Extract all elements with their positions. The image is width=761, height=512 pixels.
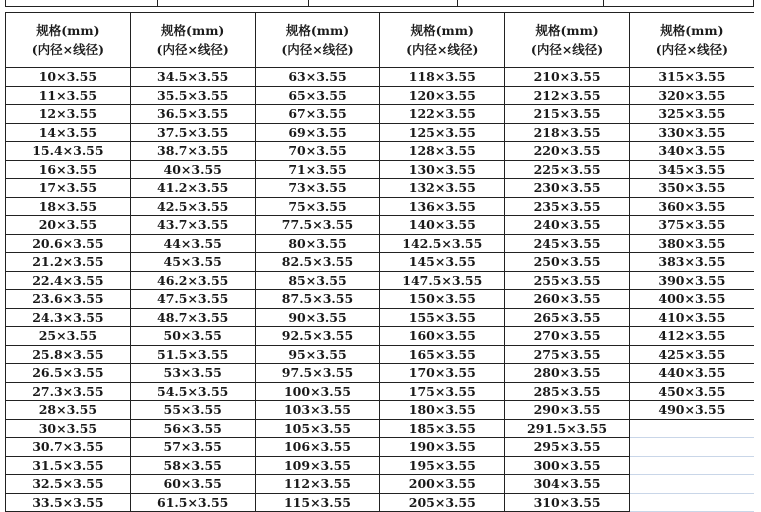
table-cell[interactable]: 360×3.55: [629, 197, 754, 216]
table-cell[interactable]: [629, 438, 754, 457]
table-cell[interactable]: 142.5×3.55: [380, 234, 505, 253]
table-cell[interactable]: [629, 493, 754, 512]
table-cell[interactable]: 25.8×3.55: [6, 345, 131, 364]
table-row: [6, 105, 755, 124]
table-cell[interactable]: 130×3.55: [380, 160, 505, 179]
table-cell[interactable]: 285×3.55: [505, 382, 630, 401]
table-cell[interactable]: 28×3.55: [6, 401, 131, 420]
header-spec-label: 规格(mm): [36, 23, 100, 38]
table-cell[interactable]: 85×3.55: [255, 271, 380, 290]
table-cell[interactable]: 218×3.55: [505, 123, 630, 142]
table-cell[interactable]: [629, 475, 754, 494]
table-cell[interactable]: 22.4×3.55: [6, 271, 131, 290]
table-cell[interactable]: 212×3.55: [505, 86, 630, 105]
header-cell[interactable]: [380, 13, 505, 68]
table-cell[interactable]: [629, 419, 754, 438]
table-cell[interactable]: 100×3.55: [255, 382, 380, 401]
table-cell[interactable]: 51.5×3.55: [130, 345, 255, 364]
table-cell[interactable]: 300×3.55: [505, 456, 630, 475]
table-cell[interactable]: 73×3.55: [255, 179, 380, 198]
table-cell[interactable]: 260×3.55: [505, 290, 630, 309]
table-cell[interactable]: 265×3.55: [505, 308, 630, 327]
header-row: [6, 13, 755, 68]
table-cell[interactable]: 43.7×3.55: [130, 216, 255, 235]
table-cell[interactable]: 10×3.55: [6, 68, 131, 87]
table-cell[interactable]: 128×3.55: [380, 142, 505, 161]
table-cell[interactable]: 350×3.55: [629, 179, 754, 198]
table-cell[interactable]: 275×3.55: [505, 345, 630, 364]
table-cell[interactable]: 24.3×3.55: [6, 308, 131, 327]
table-cell[interactable]: 440×3.55: [629, 364, 754, 383]
table-row: [6, 123, 755, 142]
table-cell[interactable]: 122×3.55: [380, 105, 505, 124]
table-row: [6, 179, 755, 198]
table-cell[interactable]: 190×3.55: [380, 438, 505, 457]
table-cell[interactable]: 15.4×3.55: [6, 142, 131, 161]
table-cell[interactable]: 410×3.55: [629, 308, 754, 327]
table-cell[interactable]: 31.5×3.55: [6, 456, 131, 475]
table-cell[interactable]: 30×3.55: [6, 419, 131, 438]
table-cell[interactable]: 345×3.55: [629, 160, 754, 179]
header-dimension-label: (内径×线径): [156, 42, 229, 57]
header-spec-label: 规格(mm): [161, 23, 225, 38]
table-cell[interactable]: 195×3.55: [380, 456, 505, 475]
table-cell[interactable]: 26.5×3.55: [6, 364, 131, 383]
table-cell[interactable]: 30.7×3.55: [6, 438, 131, 457]
table-cell[interactable]: 36.5×3.55: [130, 105, 255, 124]
table-cell[interactable]: 35.5×3.55: [130, 86, 255, 105]
table-cell[interactable]: 60×3.55: [130, 475, 255, 494]
table-cell[interactable]: 61.5×3.55: [130, 493, 255, 512]
table-cell[interactable]: 105×3.55: [255, 419, 380, 438]
table-cell[interactable]: 140×3.55: [380, 216, 505, 235]
table-cell[interactable]: 18×3.55: [6, 197, 131, 216]
table-cell[interactable]: 175×3.55: [380, 382, 505, 401]
table-cell[interactable]: 325×3.55: [629, 105, 754, 124]
table-cell[interactable]: 47.5×3.55: [130, 290, 255, 309]
table-cell[interactable]: 150×3.55: [380, 290, 505, 309]
table-cell[interactable]: 11×3.55: [6, 86, 131, 105]
table-cell[interactable]: 240×3.55: [505, 216, 630, 235]
table-cell[interactable]: 225×3.55: [505, 160, 630, 179]
table-cell[interactable]: 41.2×3.55: [130, 179, 255, 198]
table-cell[interactable]: 340×3.55: [629, 142, 754, 161]
table-cell[interactable]: 65×3.55: [255, 86, 380, 105]
header-cell[interactable]: [6, 13, 131, 68]
table-cell[interactable]: 310×3.55: [505, 493, 630, 512]
table-cell[interactable]: 87.5×3.55: [255, 290, 380, 309]
table-cell[interactable]: 412×3.55: [629, 327, 754, 346]
table-cell[interactable]: 180×3.55: [380, 401, 505, 420]
table-cell[interactable]: 295×3.55: [505, 438, 630, 457]
table-cell[interactable]: 16×3.55: [6, 160, 131, 179]
table-cell[interactable]: 136×3.55: [380, 197, 505, 216]
header-spec-label: 规格(mm): [535, 23, 599, 38]
table-cell[interactable]: 450×3.55: [629, 382, 754, 401]
table-row: [6, 68, 755, 87]
table-row: [6, 456, 755, 475]
table-cell[interactable]: 37.5×3.55: [130, 123, 255, 142]
table-cell[interactable]: 45×3.55: [130, 253, 255, 272]
spreadsheet-view: [5, 0, 754, 512]
table-cell[interactable]: 109×3.55: [255, 456, 380, 475]
table-cell[interactable]: 125×3.55: [380, 123, 505, 142]
table-row: [6, 253, 755, 272]
table-cell[interactable]: 315×3.55: [629, 68, 754, 87]
table-cell[interactable]: 67×3.55: [255, 105, 380, 124]
table-cell[interactable]: 82.5×3.55: [255, 253, 380, 272]
table-cell[interactable]: 12×3.55: [6, 105, 131, 124]
table-cell[interactable]: 215×3.55: [505, 105, 630, 124]
table-cell[interactable]: 70×3.55: [255, 142, 380, 161]
table-row: [6, 345, 755, 364]
table-cell[interactable]: 220×3.55: [505, 142, 630, 161]
table-cell[interactable]: 255×3.55: [505, 271, 630, 290]
table-cell[interactable]: 57×3.55: [130, 438, 255, 457]
table-cell[interactable]: 27.3×3.55: [6, 382, 131, 401]
header-cell[interactable]: [629, 13, 754, 68]
table-cell[interactable]: 50×3.55: [130, 327, 255, 346]
table-cell[interactable]: 63×3.55: [255, 68, 380, 87]
table-cell[interactable]: 165×3.55: [380, 345, 505, 364]
table-cell[interactable]: 330×3.55: [629, 123, 754, 142]
table-cell[interactable]: 20.6×3.55: [6, 234, 131, 253]
table-body: [6, 68, 755, 512]
table-row: [6, 438, 755, 457]
table-cell[interactable]: 112×3.55: [255, 475, 380, 494]
table-cell[interactable]: 103×3.55: [255, 401, 380, 420]
table-cell[interactable]: 23.6×3.55: [6, 290, 131, 309]
table-cell[interactable]: 155×3.55: [380, 308, 505, 327]
table-cell[interactable]: 97.5×3.55: [255, 364, 380, 383]
table-row: [6, 364, 755, 383]
table-row: [6, 234, 755, 253]
header-dimension-label: (内径×线径): [530, 42, 604, 57]
table-row: [6, 142, 755, 161]
table-cell[interactable]: 38.7×3.55: [130, 142, 255, 161]
table-cell[interactable]: 14×3.55: [6, 123, 131, 142]
table-cell[interactable]: 160×3.55: [380, 327, 505, 346]
table-cell[interactable]: 490×3.55: [629, 401, 754, 420]
table-cell[interactable]: 32.5×3.55: [6, 475, 131, 494]
table-cell[interactable]: 390×3.55: [629, 271, 754, 290]
table-cell[interactable]: 25×3.55: [6, 327, 131, 346]
table-row: [6, 197, 755, 216]
table-cell[interactable]: 245×3.55: [505, 234, 630, 253]
table-cell[interactable]: 44×3.55: [130, 234, 255, 253]
table-cell[interactable]: 120×3.55: [380, 86, 505, 105]
table-cell[interactable]: 280×3.55: [505, 364, 630, 383]
table-row: [6, 308, 755, 327]
table-row: [6, 493, 755, 512]
table-cell[interactable]: 95×3.55: [255, 345, 380, 364]
table-row: [6, 86, 755, 105]
table-cell[interactable]: 185×3.55: [380, 419, 505, 438]
table-cell[interactable]: 132×3.55: [380, 179, 505, 198]
table-cell[interactable]: 34.5×3.55: [130, 68, 255, 87]
table-cell[interactable]: 54.5×3.55: [130, 382, 255, 401]
header-cell[interactable]: [505, 13, 630, 68]
table-cell[interactable]: 118×3.55: [380, 68, 505, 87]
table-cell[interactable]: 20×3.55: [6, 216, 131, 235]
table-row: [6, 401, 755, 420]
table-cell[interactable]: 200×3.55: [380, 475, 505, 494]
table-cell[interactable]: 69×3.55: [255, 123, 380, 142]
table-cell[interactable]: 80×3.55: [255, 234, 380, 253]
table-cell[interactable]: 71×3.55: [255, 160, 380, 179]
table-cell[interactable]: 145×3.55: [380, 253, 505, 272]
table-cell[interactable]: 40×3.55: [130, 160, 255, 179]
table-cell[interactable]: 46.2×3.55: [130, 271, 255, 290]
table-cell[interactable]: 56×3.55: [130, 419, 255, 438]
table-cell[interactable]: 235×3.55: [505, 197, 630, 216]
table-cell[interactable]: 304×3.55: [505, 475, 630, 494]
table-cell[interactable]: 291.5×3.55: [505, 419, 630, 438]
table-cell[interactable]: 230×3.55: [505, 179, 630, 198]
table-cell[interactable]: 106×3.55: [255, 438, 380, 457]
header-dimension-label: (内径×线径): [31, 42, 105, 57]
table-row: [6, 160, 755, 179]
previous-row-strip: [5, 0, 754, 7]
table-cell[interactable]: 55×3.55: [130, 401, 255, 420]
table-cell[interactable]: 77.5×3.55: [255, 216, 380, 235]
header-spec-label: 规格(mm): [285, 23, 350, 38]
table-cell[interactable]: 210×3.55: [505, 68, 630, 87]
table-cell[interactable]: 17×3.55: [6, 179, 131, 198]
table-cell[interactable]: 21.2×3.55: [6, 253, 131, 272]
table-cell[interactable]: 270×3.55: [505, 327, 630, 346]
table-cell[interactable]: 170×3.55: [380, 364, 505, 383]
table-cell[interactable]: 425×3.55: [629, 345, 754, 364]
table-cell[interactable]: 42.5×3.55: [130, 197, 255, 216]
table-cell[interactable]: 90×3.55: [255, 308, 380, 327]
table-row: [6, 290, 755, 309]
table-cell[interactable]: [629, 456, 754, 475]
table-cell[interactable]: 320×3.55: [629, 86, 754, 105]
table-row: [6, 419, 755, 438]
header-cell[interactable]: [130, 13, 255, 68]
header-spec-label: 规格(mm): [660, 23, 724, 38]
header-dimension-label: (内径×线径): [655, 42, 729, 57]
table-cell[interactable]: 147.5×3.55: [380, 271, 505, 290]
table-cell[interactable]: 33.5×3.55: [6, 493, 131, 512]
table-cell[interactable]: 75×3.55: [255, 197, 380, 216]
table-row: [6, 271, 755, 290]
table-row: [6, 382, 755, 401]
table-cell[interactable]: 58×3.55: [130, 456, 255, 475]
table-row: [6, 327, 755, 346]
table-cell[interactable]: 380×3.55: [629, 234, 754, 253]
table-cell[interactable]: 205×3.55: [380, 493, 505, 512]
header-dimension-label: (内径×线径): [406, 42, 479, 57]
table-cell[interactable]: 383×3.55: [629, 253, 754, 272]
o-ring-size-table: [5, 12, 754, 512]
table-cell[interactable]: 53×3.55: [130, 364, 255, 383]
table-row: [6, 216, 755, 235]
table-cell[interactable]: 115×3.55: [255, 493, 380, 512]
table-cell[interactable]: 48.7×3.55: [130, 308, 255, 327]
table-cell[interactable]: 400×3.55: [629, 290, 754, 309]
table-cell[interactable]: 375×3.55: [629, 216, 754, 235]
table-cell[interactable]: 290×3.55: [505, 401, 630, 420]
header-cell[interactable]: [255, 13, 380, 68]
header-dimension-label: (内径×线径): [281, 42, 354, 57]
table-cell[interactable]: 92.5×3.55: [255, 327, 380, 346]
table-row: [6, 475, 755, 494]
header-spec-label: 规格(mm): [410, 23, 474, 38]
table-cell[interactable]: 250×3.55: [505, 253, 630, 272]
